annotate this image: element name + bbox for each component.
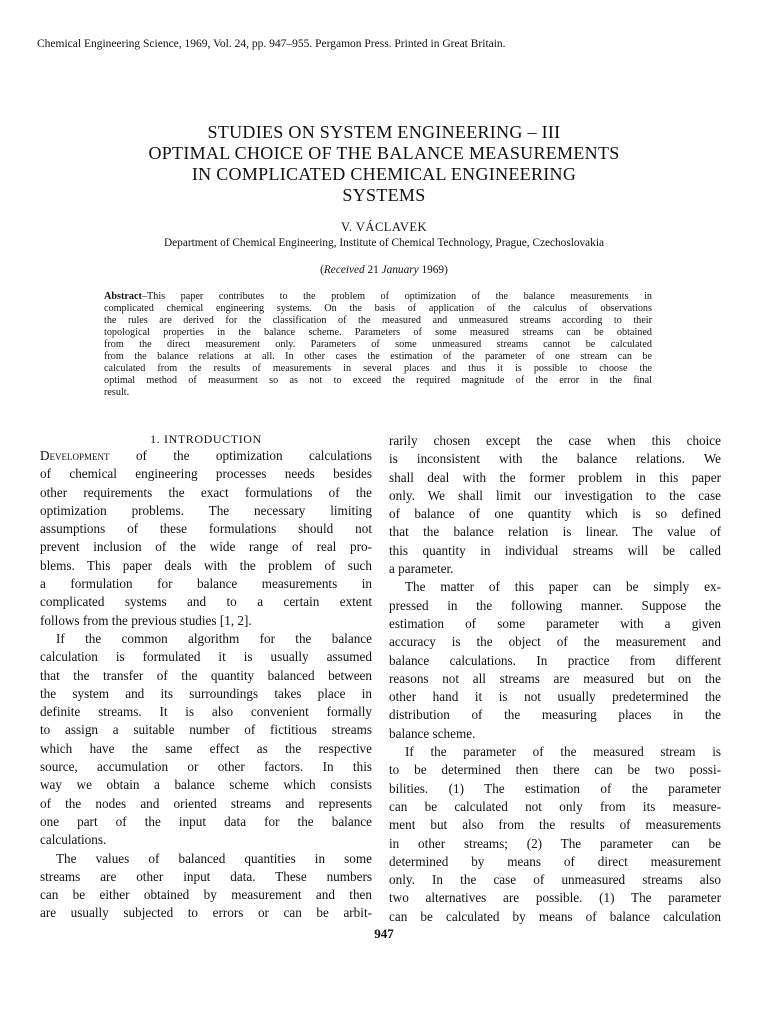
abstract-line: from the direct measurement only. Parameters of some unmeasured streams cannot be calculated xyxy=(104,339,652,350)
body-line: source, accumulation or other factors. In this xyxy=(40,759,372,775)
body-line: of chemical engineering processes needs besides xyxy=(40,466,372,482)
body-line: complicated systems and to a certain extent xyxy=(40,594,372,610)
title-line: IN COMPLICATED CHEMICAL ENGINEERING xyxy=(191,164,577,184)
lead-word: Development xyxy=(40,448,110,463)
body-line: ment but also from the results of measurements xyxy=(389,817,721,833)
page-number: 947 xyxy=(374,926,394,941)
received-open: ( xyxy=(320,264,324,276)
body-line: of the nodes and oriented streams and represents xyxy=(40,795,372,811)
body-line: in other streams; (2) The parameter can be xyxy=(389,835,721,851)
body-line: blems. This paper deals with the problem of such xyxy=(40,557,372,573)
body-line: to assign a suitable number of fictitious streams xyxy=(40,722,372,738)
abstract-line: the rules are derived for the classification of the measured and unmeasured streams according to their xyxy=(104,315,652,326)
lead-text: of the optimization calculations xyxy=(109,448,372,463)
body-line: The values of balanced quantities in some xyxy=(56,850,372,866)
abstract-line: optimal method of measurment so as not to exceed the required magnitude of the error in the final xyxy=(104,375,652,386)
body-line: If the common algorithm for the balance xyxy=(56,630,372,646)
body-line: one part of the input data for the balance xyxy=(40,813,372,829)
body-line: balance calculations. In practice from different xyxy=(389,652,721,668)
abstract-line: result. xyxy=(104,387,130,398)
body-line: shall deal with the former problem in this paper xyxy=(389,469,721,485)
body-line: way we obtain a balance scheme which consists xyxy=(40,777,372,793)
title-line: STUDIES ON SYSTEM ENGINEERING – III xyxy=(207,122,561,142)
body-line: only. In the case of unmeasured streams also xyxy=(389,872,721,888)
body-line: only. We shall limit our investigation to the case xyxy=(389,487,721,503)
body-line: bilities. (1) The estimation of the parameter xyxy=(389,780,721,796)
abstract-line: complicated chemical engineering systems. On the basis of application of the calculus of observations xyxy=(104,303,652,314)
abstract xyxy=(104,291,652,399)
body-line: is inconsistent with the balance relations. We xyxy=(389,451,721,467)
body-line: the system and its surroundings takes place in xyxy=(40,685,372,701)
body-line: are usually subjected to errors or can be arbit- xyxy=(40,905,372,921)
body-line: estimation of some parameter with a given xyxy=(389,615,721,631)
abstract-label: Abstract xyxy=(104,291,142,302)
body-line: optimization problems. The necessary limiting xyxy=(40,502,372,518)
body-line: pressed in the following manner. Suppose the xyxy=(389,597,721,613)
body-line: If the parameter of the measured stream is xyxy=(405,744,721,760)
body-line: determined by means of direct measurement xyxy=(389,853,721,869)
body-line: assumptions of these formulations should not xyxy=(40,521,372,537)
body-line: other requirements the exact formulations of the xyxy=(40,484,372,500)
abstract-line: from the balance relations at all. In other cases the estimation of the parameter of one stream can be xyxy=(104,351,652,362)
body-line: can be calculated not only from its measure- xyxy=(389,798,721,814)
body-line: The matter of this paper can be simply ex- xyxy=(405,579,721,595)
received-day: 21 xyxy=(364,264,382,276)
body-line: prevent inclusion of the wide range of real pro- xyxy=(40,539,372,555)
body-line xyxy=(40,447,372,465)
body-line: a parameter. xyxy=(389,561,454,577)
body-line: of balance of one quantity which is so defined xyxy=(389,506,721,522)
body-line: reasons not all streams are measured but on the xyxy=(389,670,721,686)
title-line: SYSTEMS xyxy=(342,185,426,205)
body-line: can be calculated by means of balance calculation xyxy=(389,908,721,924)
body-line: that the transfer of the quantity balanced between xyxy=(40,667,372,683)
body-line: which have the same effect as the respective xyxy=(40,740,372,756)
abstract-line xyxy=(104,291,652,303)
right-column xyxy=(389,432,721,926)
received-label: Received xyxy=(323,264,365,276)
author-name: V. VÁCLAVEK xyxy=(340,220,428,234)
abstract-first-text: –This paper contributes to the problem of optimization of the balance measurements in xyxy=(141,291,652,302)
author-affiliation: Department of Chemical Engineering, Institute of Chemical Technology, Prague, Czechoslovakia xyxy=(164,237,604,249)
body-line: balance scheme. xyxy=(389,725,476,741)
body-line: rarily chosen except the case when this choice xyxy=(389,433,721,448)
received-month: January xyxy=(381,264,419,276)
section-heading-introduction: 1. INTRODUCTION xyxy=(150,432,262,446)
body-line: other hand it is not usually predetermined the xyxy=(389,689,721,705)
abstract-line: calculated from the results of measurements in several places and thus it is possible to choose the xyxy=(104,363,652,374)
body-line: calculations. xyxy=(40,832,107,848)
body-line: distribution of the measuring places in the xyxy=(389,707,721,723)
body-line: that the balance relation is linear. The value of xyxy=(389,524,721,540)
left-column xyxy=(40,430,372,923)
body-line: definite streams. It is also convenient formally xyxy=(40,704,372,720)
body-line: follows from the previous studies [1, 2]. xyxy=(40,612,252,628)
body-line: can be either obtained by measurement and then xyxy=(40,887,372,903)
body-line: two alternatives are possible. (1) The parameter xyxy=(389,890,721,906)
body-line: streams are other input data. These numbers xyxy=(40,868,372,884)
body-line: this quantity in individual streams will be called xyxy=(389,542,721,558)
received-year: 1969) xyxy=(418,264,448,276)
body-line: accuracy is the object of the measurement and xyxy=(389,634,721,650)
body-line: a formulation for balance measurements in xyxy=(40,576,372,592)
received-date xyxy=(0,264,768,276)
abstract-line: topological properties in the balance scheme. Parameters of some measured streams can be obtained xyxy=(104,327,652,338)
paper-title xyxy=(60,122,708,206)
journal-citation: Chemical Engineering Science, 1969, Vol. 24, pp. 947–955. Pergamon Press. Printed in Great Britain. xyxy=(37,38,506,50)
title-line: OPTIMAL CHOICE OF THE BALANCE MEASUREMENTS xyxy=(148,143,620,163)
body-line: calculation is formulated it is usually assumed xyxy=(40,649,372,665)
body-line: to be determined then there can be two possi- xyxy=(389,762,721,778)
